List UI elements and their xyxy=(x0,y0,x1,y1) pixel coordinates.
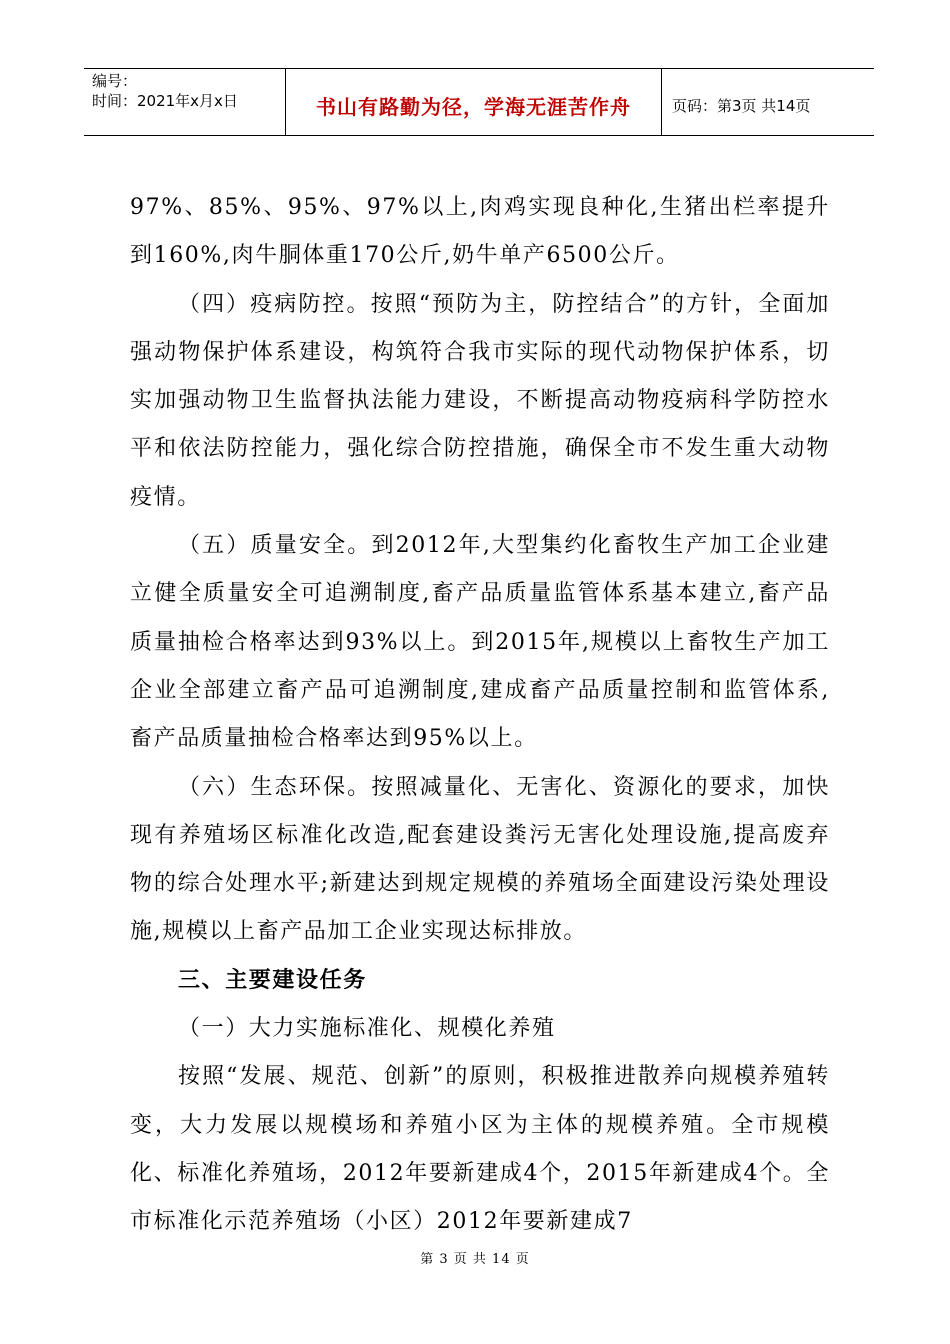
paragraph-quality-safety: （五）质量安全。到2012年,大型集约化畜牧生产加工企业建立健全质量安全可追溯制度,畜产品质量监管体系基本建立,畜产品质量抽检合格率达到93%以上。到2015年,规模以上畜牧生产加工企业全部建立畜产品可追溯制度,建成畜产品质量控制和监管体系,畜产品质量抽检合格率达到95%以上。 xyxy=(130,533,830,752)
paragraph-disease-control: （四）疫病防控。按照“预防为主，防控结合”的方针，全面加强动物保护体系建设，构筑符合我市实际的现代动物保护体系，切实加强动物卫生监督执法能力建设，不断提高动物疫病科学防控水平和依法防控能力，强化综合防控措施，确保全市不发生重大动物疫情。 xyxy=(130,291,830,510)
document-number: 编号： xyxy=(92,72,138,90)
paragraph-ecology: （六）生态环保。按照减量化、无害化、资源化的要求，加快现有养殖场区标准化改造,配套建设粪污无害化处理设施,提高废弃物的综合处理水平;新建达到规定规模的养殖场全面建设污染处理设施,规模以上畜产品加工企业实现达标排放。 xyxy=(130,774,830,945)
header-page-info: 页码：第3页 共14页 xyxy=(672,96,811,115)
page-header xyxy=(84,68,874,136)
header-motto: 书山有路勤为径，学海无涯苦作舟 xyxy=(286,69,662,135)
section-heading: 三、主要建设任务 xyxy=(178,967,367,993)
header-meta xyxy=(84,69,286,135)
page-footer: 第 3 页 共 14 页 xyxy=(420,1252,530,1267)
subsection-heading: （一）大力实施标准化、规模化养殖 xyxy=(178,1016,556,1042)
paragraph-continuation: 97%、85%、95%、97%以上,肉鸡实现良种化,生猪出栏率提升到160%,肉牛胴体重170公斤,奶牛单产6500公斤。 xyxy=(130,195,830,269)
paragraph-standardization: 按照“发展、规范、创新”的原则，积极推进散养向规模养殖转变，大力发展以规模场和养殖小区为主体的规模养殖。全市规模化、标准化养殖场，2012年要新建成4个，2015年新建成4个。全市标准化示范养殖场（小区）2012年要新建成7 xyxy=(130,1064,830,1235)
document-time: 时间：2021年x月x日 xyxy=(92,92,238,110)
document-body xyxy=(130,184,830,1247)
